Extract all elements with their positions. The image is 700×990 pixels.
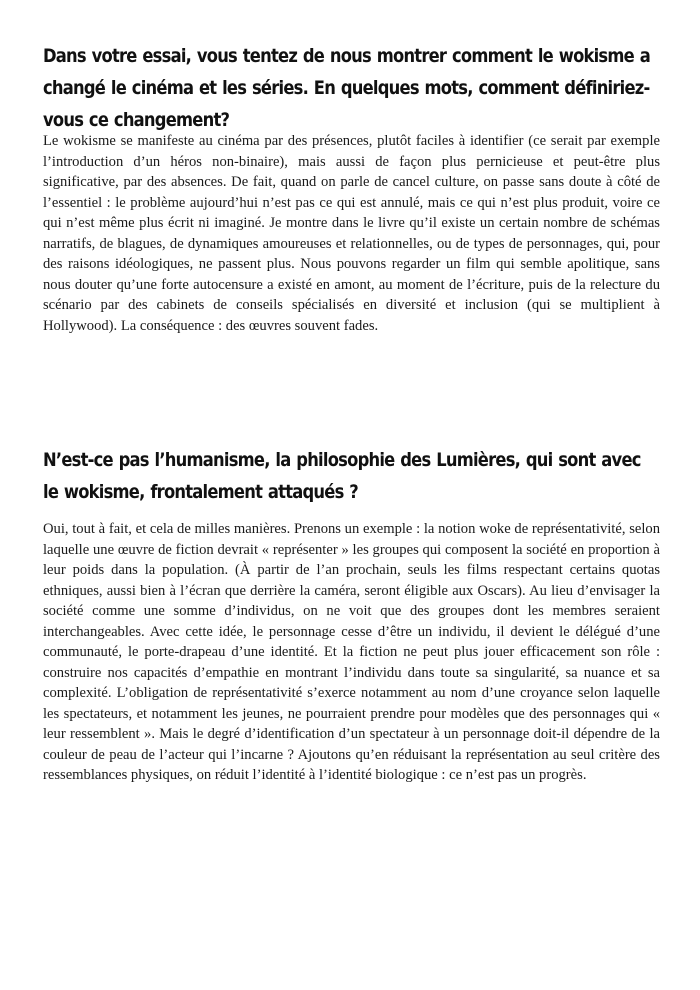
question-heading-2: N’est-ce pas l’humanisme, la philosophie des Lumières, qui sont avec le wokisme, frontalement attaqués ? [43, 449, 641, 503]
question-heading-1: Dans votre essai, vous tentez de nous montrer comment le wokisme a changé le cinéma et les séries. En quelques mots, comment définiriez-vous ce changement? [43, 45, 650, 131]
answer-paragraph-2: Oui, tout à fait, et cela de milles manières. Prenons un exemple : la notion woke de représentativité, selon laquelle une œuvre de fiction devrait « représenter » les groupes qui composent la société en proportion à leur poids dans la population. (À partir de l’an prochain, seuls les films respectant certains quotas ethniques, aussi bien à l’écran que derrière la caméra, seront éligible aux Oscars). Au lieu d’envisager la société comme une somme d’individus, on ne voit que des groupes dont les membres seraient interchangeables. Avec cette idée, le personnage cesse d’être un individu, il devient le délégué d’une communauté, le porte-drapeau d’une identité. Et la fiction ne peut plus jouer efficacement son rôle : construire nos capacités d’empathie en montrant l’individu dans toute sa singularité, sa nuance et sa complexité. L’obligation de représentativité s’exerce notamment au nom d’une croyance selon laquelle les spectateurs, et notamment les jeunes, ne pourraient prendre pour modèles que des personnages qui « leur ressemblent ». Mais le degré d’identification d’un spectateur à un personnage doit-il dépendre de la couleur de peau de l’acteur qui l’incarne ? Ajoutons qu’en réduisant la représentation au seul critère des ressemblances physiques, on réduit l’identité à l’identité biologique : ce n’est pas un progrès. [43, 521, 660, 783]
answer-paragraph-1: Le wokisme se manifeste au cinéma par des présences, plutôt faciles à identifier (ce serait par exemple l’introduction d’un héros non-binaire), mais aussi de façon plus pernicieuse et peut-être plus significative, par des absences. De fait, quand on parle de cancel culture, on passe sans doute à côté de l’essentiel : le problème aujourd’hui n’est pas ce qui est annulé, mais ce qui n’est plus produit, voire ce qui n’est même plus écrit ni imaginé. Je montre dans le livre qu’il existe un certain nombre de schémas narratifs, de blagues, de dynamiques amoureuses et relationnelles, ou de types de personnages, qui, pour des raisons idéologiques, ne passent plus. Nous pouvons regarder un film qui semble apolitique, sans nous douter qu’une forte autocensure a existé en amont, au moment de l’écriture, puis de la relecture du scénario par des cabinets de conseils spécialisés en diversité et inclusion (qui se multiplient à Hollywood). La conséquence : des œuvres souvent fades. [43, 133, 660, 334]
